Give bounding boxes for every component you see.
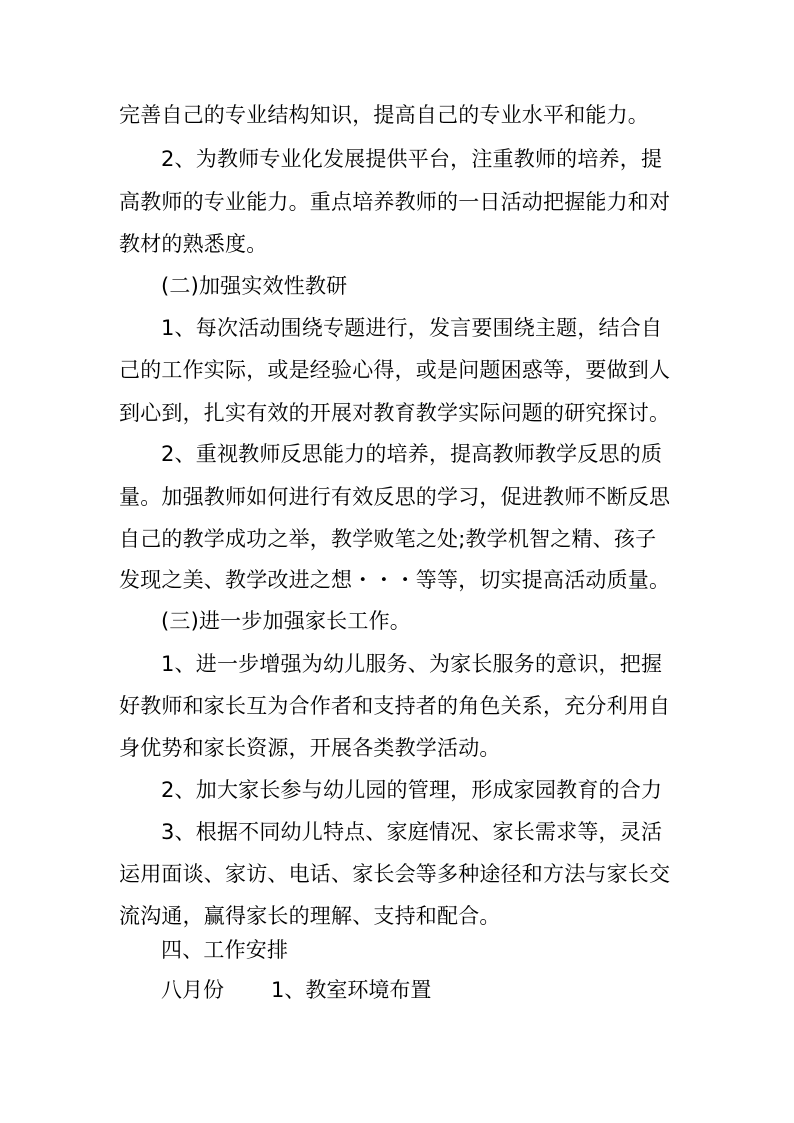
text-line: 1、每次活动围绕专题进行，发言要围绕主题，结合自 (161, 316, 663, 340)
text-line: 2、加大家长参与幼儿园的管理，形成家园教育的合力 (161, 778, 663, 802)
text-line: 2、重视教师反思能力的培养，提高教师教学反思的质 (161, 442, 663, 466)
text-line: 到心到，扎实有效的开展对教育教学实际问题的研究探讨。 (119, 401, 671, 425)
text-line: 2、为教师专业化发展提供平台，注重教师的培养，提 (161, 147, 663, 171)
section-heading: 四、工作安排 (161, 938, 289, 962)
text-line: 己的工作实际，或是经验心得，或是问题困惑等，要做到人 (119, 358, 671, 382)
text-line: 自己的教学成功之举，教学败笔之处;教学机智之精、孩子 (119, 527, 657, 551)
text-line: 好教师和家长互为合作者和支持者的角色关系，充分利用自 (119, 694, 671, 718)
text-line: 3、根据不同幼儿特点、家庭情况、家长需求等，灵活 (161, 820, 663, 844)
text-line: 量。加强教师如何进行有效反思的学习，促进教师不断反思 (119, 485, 671, 509)
text-line: 发现之美、教学改进之想・・・等等，切实提高活动质量。 (119, 568, 671, 592)
plan-month: 八月份 (161, 978, 224, 1002)
text-line: 流沟通，赢得家长的理解、支持和配合。 (119, 904, 501, 928)
section-heading: (三)进一步加强家长工作。 (161, 609, 411, 633)
text-line: 完善自己的专业结构知识，提高自己的专业水平和能力。 (119, 103, 649, 127)
text-line: 运用面谈、家访、电话、家长会等多种途径和方法与家长交 (119, 862, 671, 886)
text-line: 身优势和家长资源，开展各类教学活动。 (119, 736, 501, 760)
text-line: 高教师的专业能力。重点培养教师的一日活动把握能力和对 (119, 190, 671, 214)
text-line: 教材的熟悉度。 (119, 232, 268, 256)
text-line: 1、进一步增强为幼儿服务、为家长服务的意识，把握 (161, 652, 663, 676)
plan-item: 1、教室环境布置 (271, 978, 432, 1002)
section-heading: (二)加强实效性教研 (161, 274, 348, 298)
